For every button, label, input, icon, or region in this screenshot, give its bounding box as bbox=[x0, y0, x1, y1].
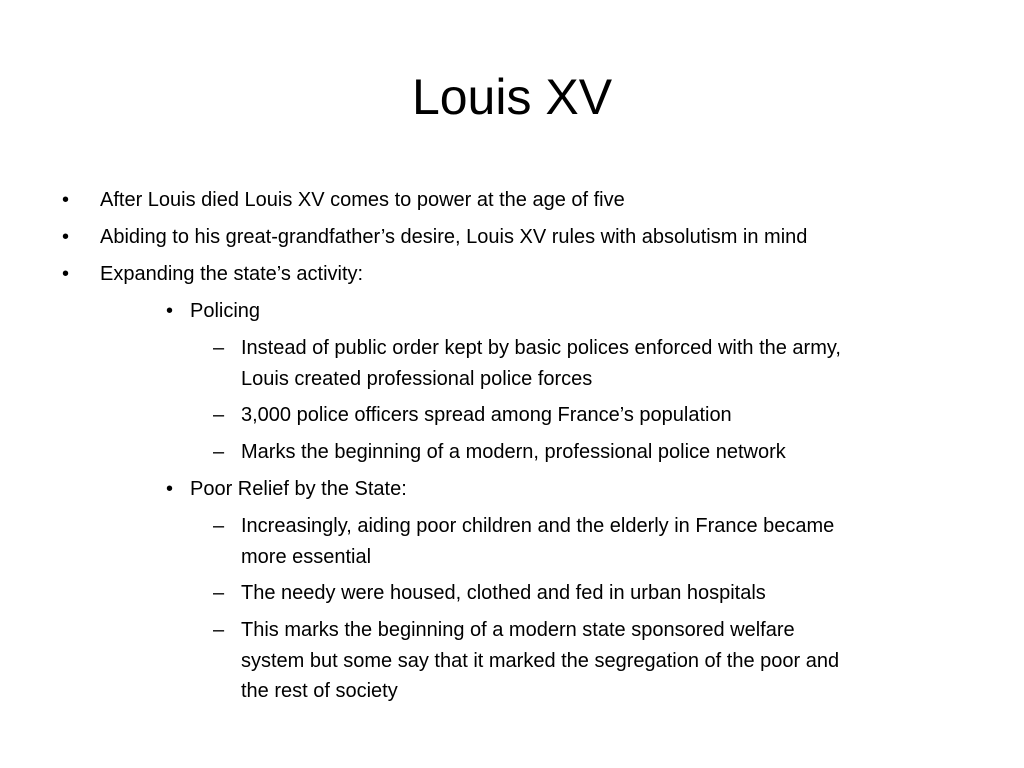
bullet-text: Abiding to his great-grandfather’s desire, Louis XV rules with absolutism in mind bbox=[100, 226, 808, 248]
bullet-text: Poor Relief by the State: bbox=[190, 478, 407, 500]
bullet-text: Increasingly, aiding poor children and the elderly in France became bbox=[241, 515, 835, 537]
bullet-text: Marks the beginning of a modern, professional police network bbox=[241, 441, 786, 463]
bullet-text: 3,000 police officers spread among France’s population bbox=[241, 404, 732, 426]
bullet-text: This marks the beginning of a modern state sponsored welfare bbox=[241, 619, 795, 641]
bullet-text: Expanding the state’s activity: bbox=[100, 263, 364, 285]
bullet-marker: – bbox=[213, 441, 225, 463]
bullet-text: the rest of society bbox=[241, 680, 398, 702]
bullet-marker: • bbox=[166, 300, 174, 322]
bullet-text: system but some say that it marked the segregation of the poor and bbox=[241, 650, 840, 672]
bullet-text: more essential bbox=[241, 546, 372, 568]
bullet-text: Instead of public order kept by basic polices enforced with the army, bbox=[241, 337, 841, 359]
bullet-text: Louis created professional police forces bbox=[241, 368, 593, 390]
bullet-marker: • bbox=[62, 226, 70, 248]
bullet-text: Policing bbox=[190, 300, 261, 322]
bullet-marker: • bbox=[62, 189, 70, 211]
slide-title: Louis XV bbox=[411, 69, 613, 125]
bullet-marker: – bbox=[213, 515, 225, 537]
bullet-marker: – bbox=[213, 404, 225, 426]
bullet-marker: – bbox=[213, 582, 225, 604]
bullet-marker: • bbox=[62, 263, 70, 285]
bullet-text: The needy were housed, clothed and fed in urban hospitals bbox=[241, 582, 766, 604]
bullet-marker: – bbox=[213, 337, 225, 359]
bullet-marker: • bbox=[166, 478, 174, 500]
bullet-marker: – bbox=[213, 619, 225, 641]
bullet-text: After Louis died Louis XV comes to power at the age of five bbox=[100, 189, 625, 211]
